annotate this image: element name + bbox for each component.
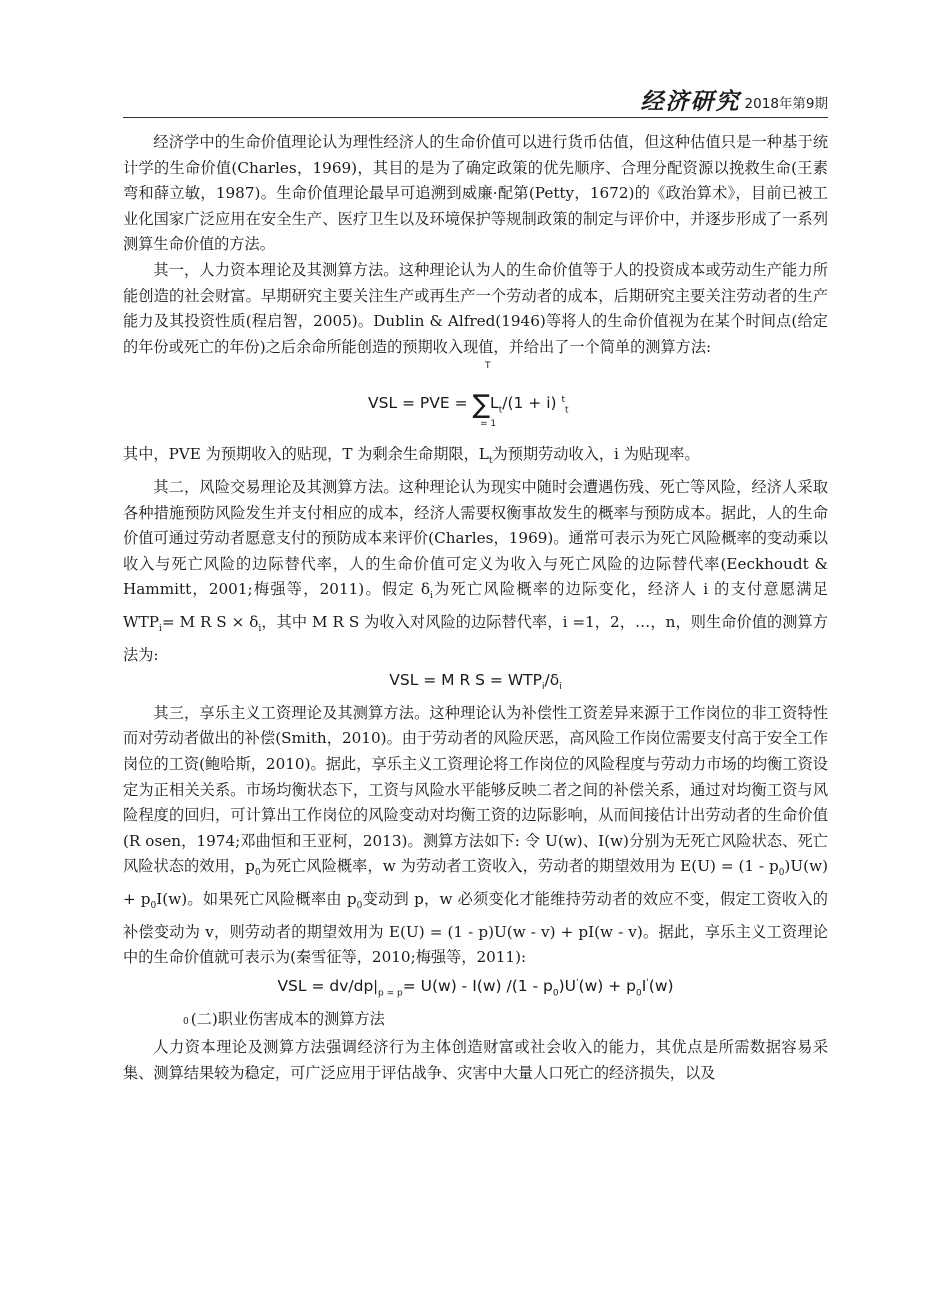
p4-part-c: = M R S × δ xyxy=(161,612,259,631)
equation-pve-main xyxy=(368,385,569,425)
subsection-title: (二)职业伤害成本的测算方法 xyxy=(190,1009,385,1028)
p5-part-b: 为死亡风险概率，w 为劳动者工资收入，劳动者的期望效用为 E(U) = (1 - p xyxy=(260,857,779,876)
subsection-heading xyxy=(123,1007,828,1036)
p3-part-a: 其中，PVE 为预期收入的贴现，T 为剩余生命期限，L xyxy=(123,445,489,464)
paragraph-4 xyxy=(123,475,828,668)
eq3-mid3: I xyxy=(641,977,647,996)
p4-part-d: ，其中 M R S 为收入对风险的边际替代率，i =1，2，…，n，则生命价值的测算方法为: xyxy=(123,612,829,664)
p5-part-e: 变动到 p，w 必须变化才能维持劳动者的效应不变，假定工资收入的补偿变动为 v，则劳动者的期望效用为 E(U) = (1 - p)U(w - v) + pI(w - v)。据此，享乐主义工资理论中的生命价值就可表示为(秦雪征等，2010;梅强等，2011): xyxy=(123,890,828,967)
eq2-sub2: i xyxy=(559,682,562,693)
p5-sub-0-3: 0 xyxy=(150,901,157,912)
eq3-sup1: ' xyxy=(576,977,579,988)
eq3-sup2: ' xyxy=(646,977,649,988)
issue-number: 2018年第9期 xyxy=(744,95,828,112)
eq1-lhs: VSL = PVE = xyxy=(368,394,473,413)
eq3-bar-sub: p = p xyxy=(378,988,403,999)
sum-upper-limit: T xyxy=(485,361,491,372)
eq3-end: (w) xyxy=(648,977,674,996)
p3-sub-t: t xyxy=(488,456,493,467)
p5-sub-0-2: 0 xyxy=(778,868,785,879)
eq3-sub0: 0 xyxy=(552,988,559,999)
eq3-mid: )U xyxy=(558,977,577,996)
p5-part-c: )U(w) + p xyxy=(123,857,828,909)
subsection-prefix: 0 xyxy=(183,1016,189,1027)
p5-sub-0-4: 0 xyxy=(356,901,363,912)
eq1-sup: t xyxy=(561,395,566,406)
p5-part-a: 其三，享乐主义工资理论及其测算方法。这种理论认为补偿性工资差异来源于工作岗位的非工资特性而对劳动者做出的补偿(Smith，2010)。由于劳动者的风险厌恶，高风险工作岗位需要支付高于安全工作岗位的工资(鲍哈斯，2010)。据此，享乐主义工资理论将工作岗位的风险程度与劳动力市场的均衡工资设定为正相关关系。市场均衡状态下，工资与风险水平能够反映二者之间的补偿关系，通过对均衡工资与风险程度的回归，可计算出工作岗位的风险变动对均衡工资的边际影响，从而间接估计出劳动者的生命价值(R osen，1974;邓曲恒和王亚柯，2013)。测算方法如下: 令 U(w)、I(w)分别为无死亡风险状态、死亡风险状态的效用，p xyxy=(123,703,828,876)
article-body xyxy=(123,130,828,1087)
eq1-sub: t xyxy=(498,405,503,416)
paragraph-2: 其一，人力资本理论及其测算方法。这种理论认为人的生命价值等于人的投资成本或劳动生产能力所能创造的社会财富。早期研究主要关注生产或再生产一个劳动者的成本，后期研究主要关注劳动者的生产能力及其投资性质(程启智，2005)。Dublin & Alfred(1946)等将人的生命价值视为在某个时间点(给定的年份或死亡的年份)之后余命所能创造的预期收入现值，并给出了一个简单的测算方法: xyxy=(123,260,828,356)
sum-lower-limit: = 1 xyxy=(480,419,497,430)
eq2-main: VSL = M R S = WTP xyxy=(389,671,542,690)
sigma-symbol: ∑ xyxy=(472,390,491,421)
equation-wtp xyxy=(123,668,828,701)
p4-sub-i-2: i xyxy=(158,624,162,634)
p3-part-b: 为预期劳动收入，i 为贴现率。 xyxy=(492,445,700,464)
paragraph-1: 经济学中的生命价值理论认为理性经济人的生命价值可以进行货币估值，但这种估值只是一种基于统计学的生命价值(Charles，1969)，其目的是为了确定政策的优先顺序、合理分配资源以挽救生命(王素弯和薛立敏，1987)。生命价值理论最早可追溯到威廉·配第(Petty，1672)的《政治算术》，目前已被工业化国家广泛应用在安全生产、医疗卫生以及环境保护等规制政策的制定与评价中，并逐步形成了一系列测算生命价值的方法。 xyxy=(123,133,828,254)
paragraph-3 xyxy=(123,442,828,475)
paragraph-5 xyxy=(123,701,828,971)
p4-part-b: 为死亡风险概率的边际变化，经济人 i 的支付意愿满足 WTP xyxy=(123,580,828,631)
eq3-rhs: = U(w) - I(w) /(1 - p xyxy=(402,977,553,996)
p4-sub-i-3: i xyxy=(258,624,262,634)
paragraph-6: 人力资本理论及测算方法强调经济行为主体创造财富或社会收入的能力，其优点是所需数据容易采集、测算结果较为稳定，可广泛应用于评估战争、灾害中大量人口死亡的经济损失，以及 xyxy=(123,1038,828,1082)
journal-logo: 经济研究 xyxy=(640,88,741,115)
eq3-sub02: 0 xyxy=(635,988,642,999)
eq3-mid2: (w) + p xyxy=(578,977,636,996)
eq1-body: L xyxy=(490,394,499,413)
p5-part-d: I(w)。如果死亡风险概率由 p xyxy=(156,890,357,909)
equation-hedonic: VSL = $dv/dp|_{p = p}= U(w) - I(w)$ $/(1 - p_0)U'(w) + p_0I'(w)$ xyxy=(277,977,674,999)
p4-part-a: 其二，风险交易理论及其测算方法。这种理论认为现实中随时会遭遇伤残、死亡等风险，经济人采取各种措施预防风险发生并支付相应的成本，经济人需要权衡事故发生的概率与预防成本。据此，人的生命价值可通过劳动者愿意支付的预防成本来评价(Charles，1969)。通常可表示为死亡风险概率的变动乘以收入与死亡风险的边际替代率，人的生命价值可定义为收入与死亡风险的边际替代率(Eeckhoudt & Hammitt，2001;梅强等，2011)。假定 δ xyxy=(123,477,828,599)
equation-pve xyxy=(123,360,828,442)
p4-sub-i-1: i xyxy=(430,591,433,602)
eq2-rest: /δ xyxy=(544,671,560,690)
p5-sub-0-1: 0 xyxy=(254,868,261,879)
eq1-rest: /(1 + i) xyxy=(502,394,557,413)
page-header xyxy=(123,88,828,118)
eq3-lhs: VSL = dv/dp xyxy=(277,977,374,996)
eq2-sub: i xyxy=(542,682,545,693)
eq1-tail: t xyxy=(565,405,569,416)
